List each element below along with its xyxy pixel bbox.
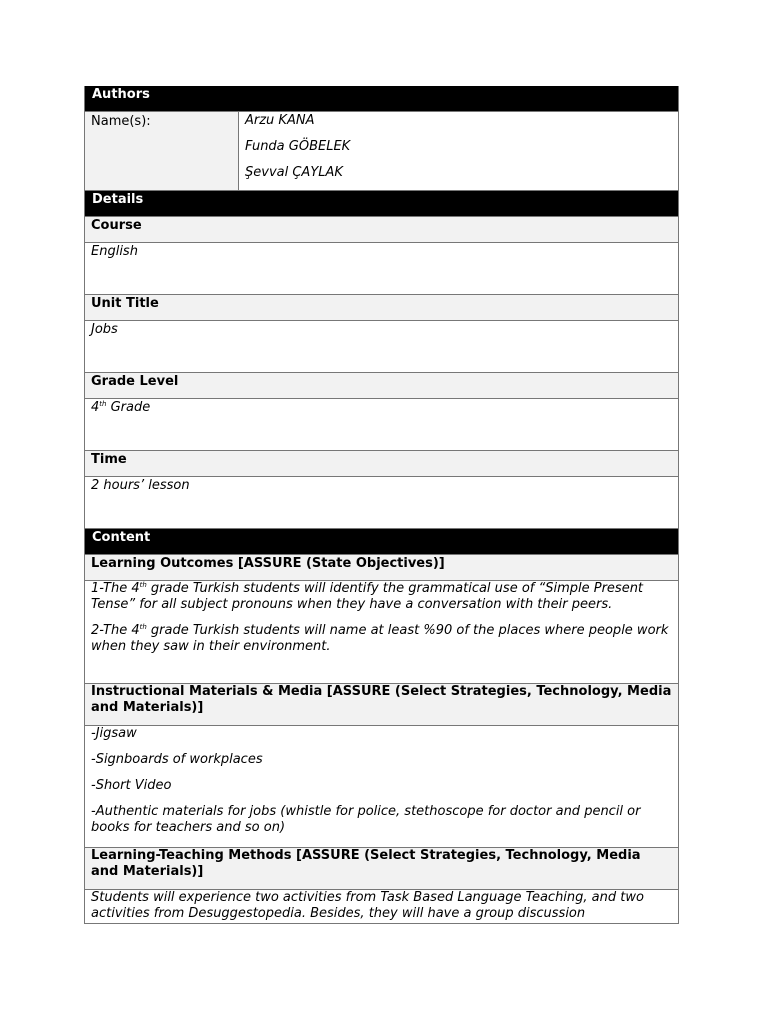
material-item: -Jigsaw — [91, 726, 137, 741]
teaching-methods-value — [85, 890, 678, 924]
author-name: Arzu KANA — [245, 113, 315, 128]
lesson-plan-table — [84, 86, 679, 924]
unit-title-value — [85, 321, 678, 373]
teaching-methods-label: Learning-Teaching Methods [ASSURE (Select Strategies, Technology, Media and Materials)] — [85, 848, 678, 890]
outcome-2-sup: th — [139, 623, 147, 631]
grade-word: Grade — [106, 400, 151, 415]
material-item: -Authentic materials for jobs (whistle for police, stethoscope for doctor and pencil or books for teachers and so on) — [91, 804, 641, 835]
outcome-1 — [91, 581, 672, 613]
outcome-2 — [91, 623, 672, 655]
unit-title-text: Jobs — [91, 322, 118, 337]
grade-level-value — [85, 399, 678, 451]
instructional-materials-label: Instructional Materials & Media [ASSURE (Select Strategies, Technology, Media and Materials)] — [85, 684, 678, 726]
author-name: Şevval ÇAYLAK — [245, 165, 343, 180]
outcome-1-start: 1-The 4 — [91, 581, 140, 596]
grade-level-label: Grade Level — [85, 373, 678, 399]
names-label: Name(s): — [85, 112, 239, 190]
grade-number: 4 — [91, 400, 100, 415]
grade-superscript: th — [99, 400, 107, 408]
grade-level-text — [91, 399, 672, 416]
details-header: Details — [85, 191, 678, 217]
author-name: Funda GÖBELEK — [245, 139, 351, 154]
time-label: Time — [85, 451, 678, 477]
material-item: -Short Video — [91, 778, 172, 793]
material-item: -Signboards of workplaces — [91, 752, 263, 767]
authors-names-row — [85, 112, 678, 191]
time-value — [85, 477, 678, 529]
learning-outcomes-value — [85, 581, 678, 684]
authors-header: Authors — [85, 86, 678, 112]
outcome-1-rest: grade Turkish students will identify the grammatical use of “Simple Present Tense” for all subject pronouns when they have a conversation with their peers. — [91, 581, 644, 612]
course-label: Course — [85, 217, 678, 243]
unit-title-label: Unit Title — [85, 295, 678, 321]
outcome-2-rest: grade Turkish students will name at least %90 of the places where people work when they saw in their environment. — [91, 623, 669, 654]
time-text: 2 hours’ lesson — [91, 478, 190, 493]
course-text: English — [91, 244, 138, 259]
names-list — [239, 112, 678, 190]
learning-outcomes-label: Learning Outcomes [ASSURE (State Objectives)] — [85, 555, 678, 581]
outcome-1-sup: th — [139, 581, 147, 589]
course-value — [85, 243, 678, 295]
instructional-materials-value — [85, 726, 678, 848]
teaching-methods-text: Students will experience two activities from Task Based Language Teaching, and two activities from Desuggestopedia. Besides, they will have a group discussion — [91, 890, 644, 921]
content-header: Content — [85, 529, 678, 555]
outcome-2-start: 2-The 4 — [91, 623, 140, 638]
